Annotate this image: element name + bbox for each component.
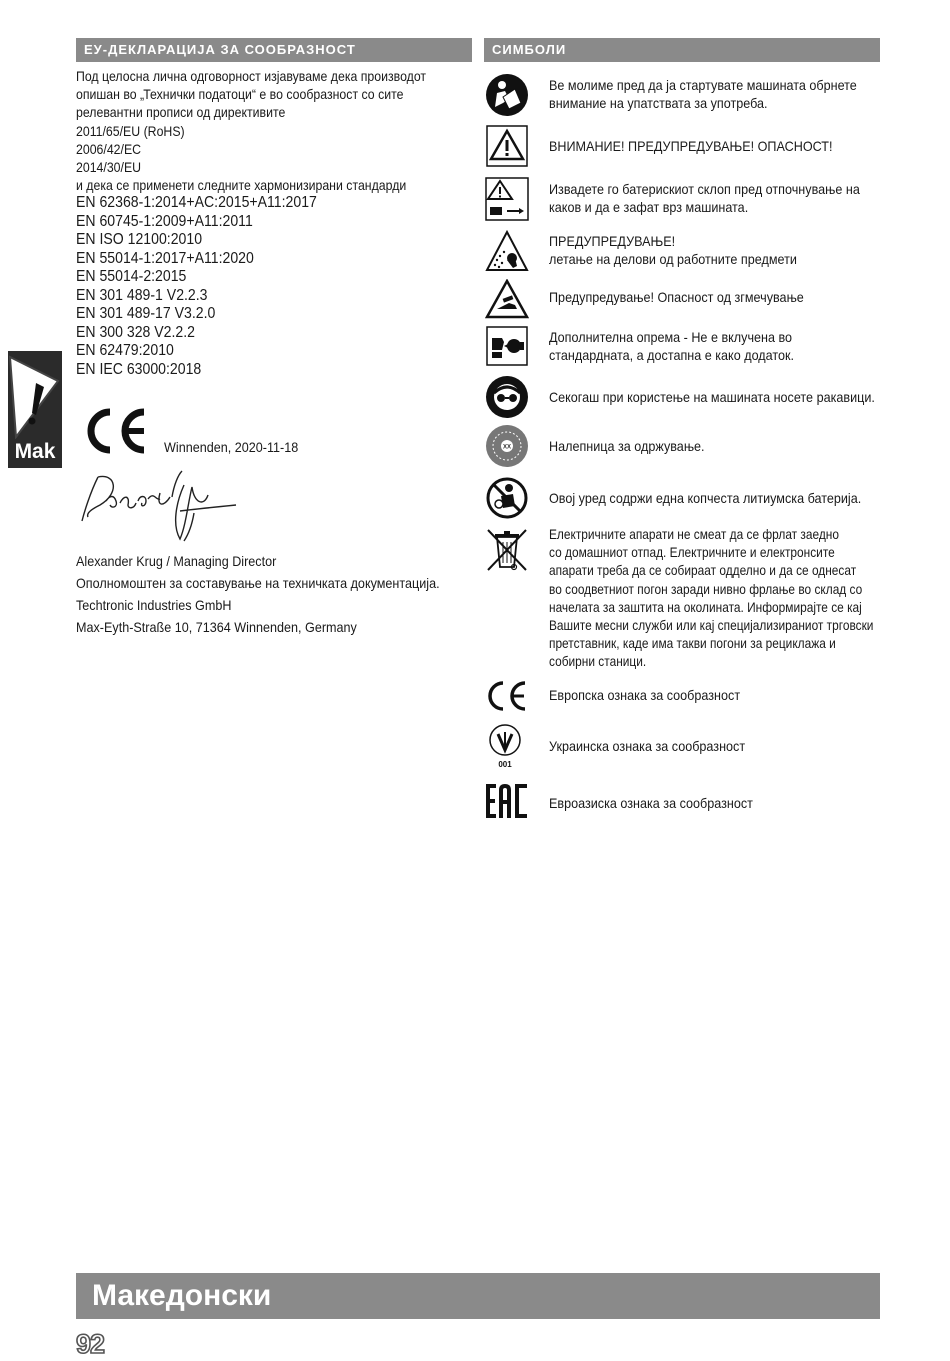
directive-line: 2011/65/EU (RoHS) [76, 122, 185, 139]
symbol-row [484, 780, 894, 822]
symbol-row [484, 278, 894, 320]
symbol-row [484, 374, 894, 420]
declaration-intro-line: Под целосна лична одговорност изјавуваме дека производот [76, 68, 427, 84]
maintenance-sticker-icon [484, 423, 530, 469]
symbol-description [549, 525, 872, 671]
coin-battery-warning-icon [484, 475, 530, 521]
signature-image [76, 463, 246, 548]
symbol-description-line: Предупредување! Опасност од згмечување [549, 289, 804, 305]
flying-debris-icon [484, 228, 530, 274]
symbol-row [484, 325, 894, 367]
ce-mark-icon [484, 678, 530, 714]
symbol-description-line: стандардната, а достапна е како додаток. [549, 347, 795, 364]
symbol-description [549, 388, 891, 406]
warning-triangle-icon [484, 124, 530, 168]
symbols-section [484, 38, 884, 811]
symbol-description-line: во соодветниот погон заради нивно фрлање во склад со [549, 580, 863, 597]
symbol-description [549, 489, 891, 507]
directive-line: 2006/42/EC [76, 140, 142, 157]
exclamation-icon [8, 351, 62, 439]
symbol-description-line: внимание на упатствата за употреба. [549, 95, 768, 112]
read-manual-icon [484, 72, 530, 118]
standard-item: EN ISO 12100:2010 [76, 231, 203, 249]
symbol-description-line: Ве молиме пред да ја стартувате машината обрнете [549, 77, 857, 93]
declaration-section [76, 38, 472, 635]
standard-item: EN 60745-1:2009+A11:2011 [76, 212, 253, 230]
symbol-description-line: Секогаш при користење на машината носете ракавици. [549, 389, 875, 405]
language-tab-label: Mak [14, 440, 56, 463]
maintenance-code: XX [502, 444, 512, 451]
signer-authorization: Ополномоштен за составување на техничката документација. [76, 575, 440, 591]
symbol-description [549, 288, 891, 306]
symbol-description [549, 737, 891, 755]
signer-block [76, 550, 475, 638]
symbol-description [549, 686, 891, 704]
symbol-description [549, 232, 891, 268]
symbol-description [549, 328, 891, 364]
symbol-description-line: Евроазиска ознака за сообразност [549, 795, 753, 811]
symbol-description-line: ВНИМАНИЕ! ПРЕДУПРЕДУВАЊЕ! ОПАСНОСТ! [549, 138, 833, 154]
accessory-icon [484, 325, 530, 367]
symbols-header: СИМБОЛИ [484, 38, 880, 62]
symbol-description-line: Дополнителна опрема - Не е вклучена во [549, 329, 793, 345]
company-address: Max-Eyth-Straße 10, 71364 Winnenden, Germany [76, 619, 357, 635]
symbol-description-line: летање на делови од работните предмети [549, 251, 797, 268]
eac-mark-icon [484, 780, 530, 822]
standard-item: EN 55014-2:2015 [76, 268, 187, 286]
symbol-description-line: апарати треба да се собираат одделно и да се однесат [549, 562, 857, 579]
symbol-description-line: Извадете го батерискиот склоп пред отпочнување на [549, 181, 860, 197]
symbol-description [549, 437, 891, 455]
symbol-description-line: Украинска ознака за сообразност [549, 738, 746, 754]
declaration-intro [76, 67, 470, 194]
symbol-row [484, 176, 894, 222]
remove-battery-icon [484, 176, 530, 222]
symbol-description-line: претставник, каде има такви погони за рециклажа и [549, 635, 836, 652]
ce-mark-icon [80, 406, 152, 456]
symbol-description-line: Налепница за одржување. [549, 438, 705, 454]
weee-bin-icon [484, 527, 530, 573]
ce-declaration-row [76, 406, 472, 456]
declaration-intro-line: опишан во „Технички податоци“ е во сообразност со сите [76, 86, 404, 103]
symbol-description-line: ПРЕДУПРЕДУВАЊЕ! [549, 233, 676, 249]
directive-line: 2014/30/EU [76, 159, 142, 176]
wear-gloves-icon [484, 374, 530, 420]
symbol-row [484, 423, 894, 469]
symbol-description [549, 137, 891, 155]
signer-name: Alexander Krug / Managing Director [76, 553, 277, 569]
ukrainian-mark-code: 001 [498, 760, 512, 769]
language-side-tab [8, 351, 62, 468]
symbol-description-line: Овој уред содржи една копчеста литиумска батерија. [549, 490, 862, 506]
page-number: 92 [76, 1329, 105, 1359]
symbol-description-line: Европска ознака за сообразност [549, 687, 741, 703]
standards-list [76, 194, 470, 379]
symbol-description-line: со домашниот отпад. Електричните и електронсите [549, 544, 835, 561]
standard-item: EN 62368-1:2014+AC:2015+A11:2017 [76, 194, 317, 212]
symbol-description-line: каков и да е зафат врз машината. [549, 199, 749, 216]
standard-item: EN 301 489-17 V3.2.0 [76, 305, 216, 323]
standard-item: EN 62479:2010 [76, 342, 174, 360]
symbol-row [484, 124, 894, 168]
symbol-row [484, 525, 894, 675]
declaration-intro-line: и дека се применети следните хармонизирани стандарди [76, 177, 407, 194]
symbol-description-line: собирни станици. [549, 653, 647, 670]
standard-item: EN 300 328 V2.2.2 [76, 323, 195, 341]
symbol-description [549, 76, 891, 112]
symbol-description-line: Електричните апарати не смеат да се фрлат заедно [549, 526, 840, 542]
symbol-description [549, 180, 891, 216]
symbol-row [484, 72, 894, 118]
symbol-description [549, 794, 891, 812]
declaration-intro-line: релевантни прописи од директивите [76, 104, 286, 121]
standard-item: EN 301 489-1 V2.2.3 [76, 286, 208, 304]
symbol-row [484, 228, 894, 274]
company-name: Techtronic Industries GmbH [76, 597, 232, 613]
symbol-row [484, 475, 894, 521]
crush-hazard-icon [484, 278, 530, 320]
language-footer-bar: Македонски [76, 1273, 880, 1319]
symbol-row [484, 722, 894, 772]
symbol-description-line: Вашите месни служби или кај специјализираниот трговски [549, 617, 874, 634]
place-date: Winnenden, 2020-11-18 [164, 439, 299, 455]
ukrainian-mark-icon [484, 722, 530, 770]
declaration-header: ЕУ-ДЕКЛАРАЦИЈА ЗА СООБРАЗНОСТ [76, 38, 472, 62]
symbol-row [484, 678, 894, 714]
standard-item: EN 55014-1:2017+A11:2020 [76, 249, 254, 267]
symbol-description-line: начелата за заштита на околината. Информирајте се кај [549, 598, 862, 615]
standard-item: EN IEC 63000:2018 [76, 360, 202, 378]
